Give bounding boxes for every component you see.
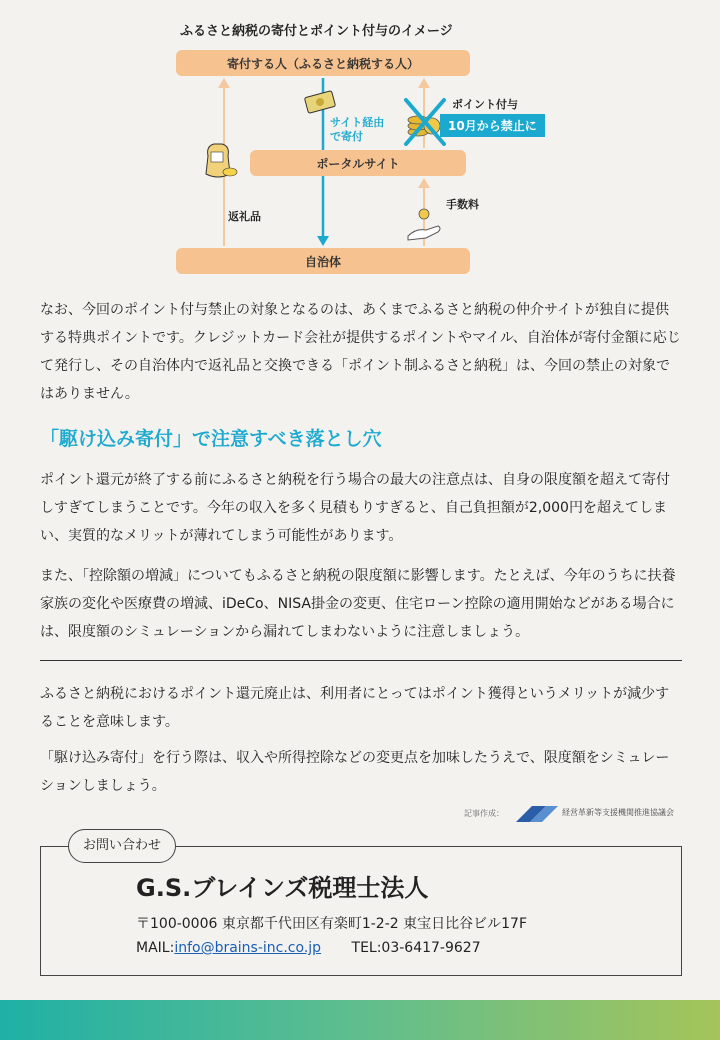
- paragraph-point-scope: なお、今回のポイント付与禁止の対象となるのは、あくまでふるさと納税の仲介サイトが独自に提供する特典ポイントです。クレジットカード会社が提供するポイントやマイル、自治体が寄付金額に応じて発行し、その自治体内で返礼品と交換できる「ポイント制ふるさと納税」は、今回の禁止の対象ではありません。: [40, 302, 681, 402]
- money-icon: [304, 91, 335, 114]
- firm-name: G.S.ブレインズ税理士法人: [136, 874, 429, 902]
- firm-address: 〒100-0006 東京都千代田区有楽町1-2-2 東宝日比谷ビル17F: [136, 916, 527, 932]
- point-label: ポイント付与: [452, 98, 518, 111]
- donor-bar: 寄付する人（ふるさと納税する人）: [176, 50, 470, 76]
- footer-gradient-bar: [0, 1000, 720, 1040]
- section-heading: 「駆け込み寄付」で注意すべき落とし穴: [40, 428, 382, 450]
- paragraph-limit-warning: ポイント還元が終了する前にふるさと納税を行う場合の最大の注意点は、自身の限度額を超えて寄付しすぎてしまうことです。今年の収入を多く見積もりすぎると、自己負担額が2,000円を超えてしまい、実質的なメリットが薄れてしまう可能性があります。: [40, 472, 670, 544]
- council-logo-icon: [516, 802, 560, 824]
- point-arrow-head: [418, 78, 430, 88]
- contact-line: [136, 940, 481, 956]
- contact-box: [40, 846, 682, 976]
- gift-label: 返礼品: [228, 210, 261, 223]
- donation-arrow-head: [317, 236, 329, 246]
- divider: [40, 660, 682, 661]
- credit-label: 記事作成：: [464, 809, 504, 818]
- diagram-title: ふるさと納税の寄付とポイント付与のイメージ: [180, 24, 453, 39]
- gift-arrow-head: [218, 78, 230, 88]
- paragraph-summary: ふるさと納税におけるポイント還元廃止は、利用者にとってはポイント獲得というメリットが減少することを意味します。: [40, 686, 670, 730]
- credit-org: 経営革新等支援機関推進協議会: [562, 808, 674, 817]
- rice-bag-icon: [206, 144, 237, 177]
- site-label: サイト経由で寄付: [330, 116, 385, 143]
- municipality-bar: 自治体: [176, 248, 470, 274]
- paragraph-advice: 「駆け込み寄付」を行う際は、収入や所得控除などの変更点を加味したうえで、限度額をシミュレーションしましょう。: [40, 750, 670, 794]
- mail-label: MAIL:: [136, 940, 175, 956]
- article-credit: [464, 802, 694, 826]
- contact-tab: お問い合わせ: [68, 829, 176, 863]
- fee-arrow-head: [418, 178, 430, 188]
- portal-bar: ポータルサイト: [250, 150, 466, 176]
- ban-label: 10月から禁止に: [440, 114, 545, 137]
- mail-link[interactable]: info@brains-inc.co.jp: [174, 940, 322, 956]
- paragraph-deduction-change: また、「控除額の増減」についてもふるさと納税の限度額に影響します。たとえば、今年のうちに扶養家族の変化や医療費の増減、iDeCo、NISA掛金の変更、住宅ローン控除の適用開始などがある場合には、限度額のシミュレーションから漏れてしまわないように注意しましょう。: [40, 568, 676, 640]
- fee-label: 手数料: [446, 198, 479, 211]
- tel-number: TEL:03-6417-9627: [351, 940, 481, 956]
- furusato-diagram: [170, 14, 537, 279]
